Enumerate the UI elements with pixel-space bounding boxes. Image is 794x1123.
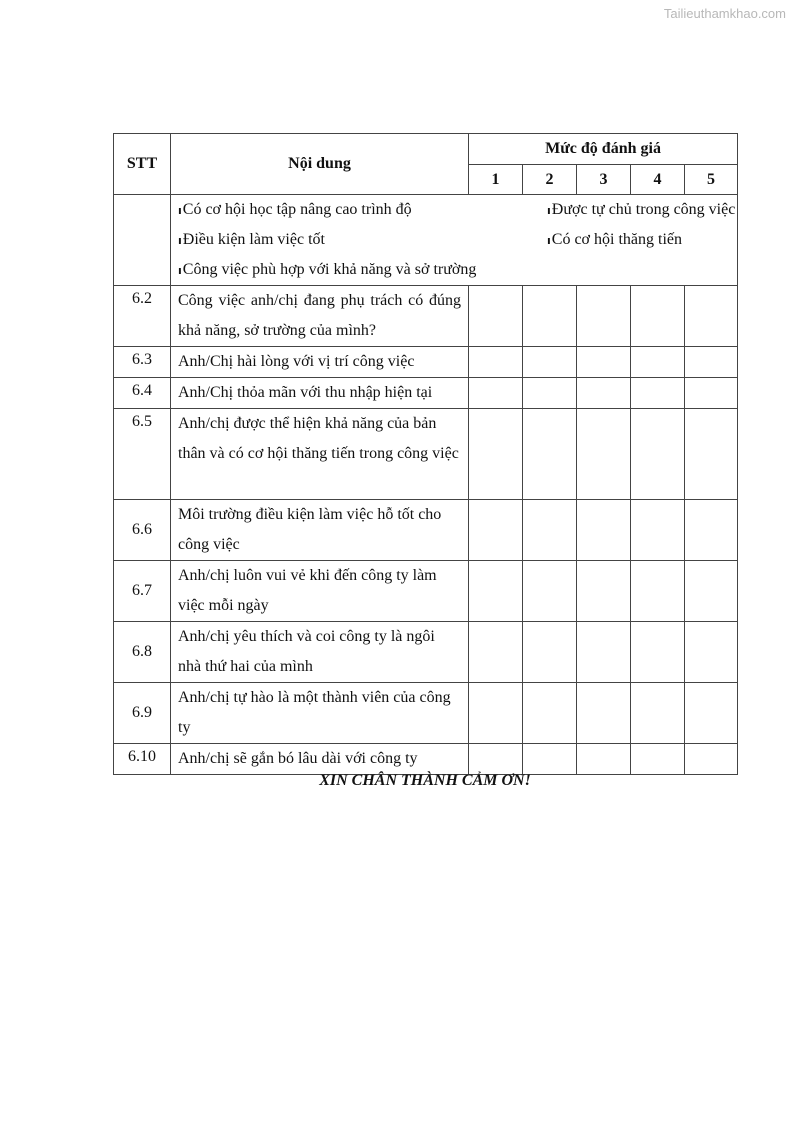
- option-item[interactable]: [547, 195, 735, 226]
- rating-cell[interactable]: [523, 409, 577, 500]
- option-item[interactable]: [178, 195, 412, 226]
- rating-cell[interactable]: [685, 378, 738, 409]
- rating-cell[interactable]: [577, 744, 631, 775]
- option-label: Điều kiện làm việc tốt: [182, 231, 325, 248]
- row-stt: 6.2: [114, 286, 171, 347]
- rating-cell[interactable]: [685, 409, 738, 500]
- table-row: [114, 347, 738, 378]
- checkbox-icon[interactable]: ı: [178, 264, 182, 277]
- rating-cell[interactable]: [631, 561, 685, 622]
- header-rating-group: Mức độ đánh giá: [469, 134, 738, 165]
- rating-cell[interactable]: [469, 744, 523, 775]
- row-stt: 6.6: [114, 500, 171, 561]
- rating-cell[interactable]: [577, 561, 631, 622]
- checkbox-icon[interactable]: ı: [547, 234, 551, 247]
- option-label: Công việc phù hợp với khả năng và sở trường: [182, 261, 477, 278]
- rating-cell[interactable]: [577, 409, 631, 500]
- rating-cell[interactable]: [469, 378, 523, 409]
- rating-cell[interactable]: [685, 561, 738, 622]
- row-stt: 6.7: [114, 561, 171, 622]
- header-level-4: 4: [631, 165, 685, 195]
- rating-cell[interactable]: [577, 500, 631, 561]
- row-stt: 6.10: [114, 744, 171, 775]
- rating-cell[interactable]: [577, 347, 631, 378]
- rating-cell[interactable]: [631, 378, 685, 409]
- row-content: Anh/chị sẽ gắn bó lâu dài với công ty: [171, 744, 469, 775]
- table-row: [114, 378, 738, 409]
- row-content: Anh/chị yêu thích và coi công ty là ngôi nhà thứ hai của mình: [171, 622, 469, 683]
- rating-cell[interactable]: [523, 347, 577, 378]
- rating-cell[interactable]: [469, 622, 523, 683]
- rating-cell[interactable]: [577, 683, 631, 744]
- table-row: [114, 500, 738, 561]
- rating-cell[interactable]: [631, 409, 685, 500]
- rating-cell[interactable]: [523, 622, 577, 683]
- table-row: [114, 286, 738, 347]
- closing-message: XIN CHÂN THÀNH CẢM ƠN!: [319, 772, 531, 789]
- rating-cell[interactable]: [523, 744, 577, 775]
- row-content: Anh/chị tự hào là một thành viên của công ty: [171, 683, 469, 744]
- row-stt: 6.5: [114, 409, 171, 500]
- header-level-1: 1: [469, 165, 523, 195]
- rating-cell[interactable]: [685, 347, 738, 378]
- options-row: [114, 195, 738, 286]
- table-row: [114, 744, 738, 775]
- header-row: [114, 134, 738, 165]
- rating-cell[interactable]: [469, 286, 523, 347]
- rating-cell[interactable]: [523, 561, 577, 622]
- option-label: Có cơ hội thăng tiến: [551, 231, 682, 248]
- row-stt: 6.8: [114, 622, 171, 683]
- rating-cell[interactable]: [469, 500, 523, 561]
- option-item[interactable]: [178, 255, 476, 286]
- option-label: Có cơ hội học tập nâng cao trình độ: [182, 201, 412, 218]
- row-content: Công việc anh/chị đang phụ trách có đúng khả năng, sở trường của mình?: [171, 286, 469, 347]
- row-content: Anh/Chị thỏa mãn với thu nhập hiện tại: [171, 378, 469, 409]
- rating-cell[interactable]: [523, 378, 577, 409]
- watermark: Tailieuthamkhao.com: [663, 6, 786, 21]
- rating-cell[interactable]: [631, 683, 685, 744]
- table-row: [114, 622, 738, 683]
- rating-cell[interactable]: [577, 622, 631, 683]
- rating-cell[interactable]: [523, 500, 577, 561]
- header-level-5: 5: [685, 165, 738, 195]
- header-level-3: 3: [577, 165, 631, 195]
- rating-cell[interactable]: [685, 622, 738, 683]
- rating-cell[interactable]: [631, 500, 685, 561]
- row-stt: 6.3: [114, 347, 171, 378]
- rating-cell[interactable]: [469, 347, 523, 378]
- row-stt: 6.4: [114, 378, 171, 409]
- rating-cell[interactable]: [631, 286, 685, 347]
- checkbox-icon[interactable]: ı: [178, 234, 182, 247]
- rating-cell[interactable]: [685, 500, 738, 561]
- rating-cell[interactable]: [577, 286, 631, 347]
- header-level-2: 2: [523, 165, 577, 195]
- row-content: Môi trường điều kiện làm việc hỗ tốt cho công việc: [171, 500, 469, 561]
- table-row: [114, 409, 738, 500]
- row-content: Anh/chị luôn vui vẻ khi đến công ty làm việc mỗi ngày: [171, 561, 469, 622]
- header-stt: STT: [114, 134, 171, 195]
- rating-cell[interactable]: [469, 561, 523, 622]
- rating-cell[interactable]: [685, 286, 738, 347]
- rating-cell[interactable]: [685, 683, 738, 744]
- checkbox-icon[interactable]: ı: [178, 204, 182, 217]
- rating-cell[interactable]: [631, 744, 685, 775]
- option-item[interactable]: [178, 225, 325, 256]
- rating-cell[interactable]: [469, 683, 523, 744]
- rating-cell[interactable]: [577, 378, 631, 409]
- rating-cell[interactable]: [523, 683, 577, 744]
- option-label: Được tự chủ trong công việc: [551, 201, 736, 218]
- header-content: Nội dung: [171, 134, 469, 195]
- option-item[interactable]: [547, 225, 682, 256]
- options-stt: [114, 195, 171, 286]
- table-row: [114, 561, 738, 622]
- rating-cell[interactable]: [631, 347, 685, 378]
- survey-table: [113, 133, 738, 775]
- row-content: Anh/Chị hài lòng với vị trí công việc: [171, 347, 469, 378]
- rating-cell[interactable]: [631, 622, 685, 683]
- options-cell: [171, 195, 738, 286]
- table-row: [114, 683, 738, 744]
- rating-cell[interactable]: [685, 744, 738, 775]
- rating-cell[interactable]: [469, 409, 523, 500]
- rating-cell[interactable]: [523, 286, 577, 347]
- checkbox-icon[interactable]: ı: [547, 204, 551, 217]
- row-content: Anh/chị được thể hiện khả năng của bản thân và có cơ hội thăng tiến trong công việc: [171, 409, 469, 500]
- row-stt: 6.9: [114, 683, 171, 744]
